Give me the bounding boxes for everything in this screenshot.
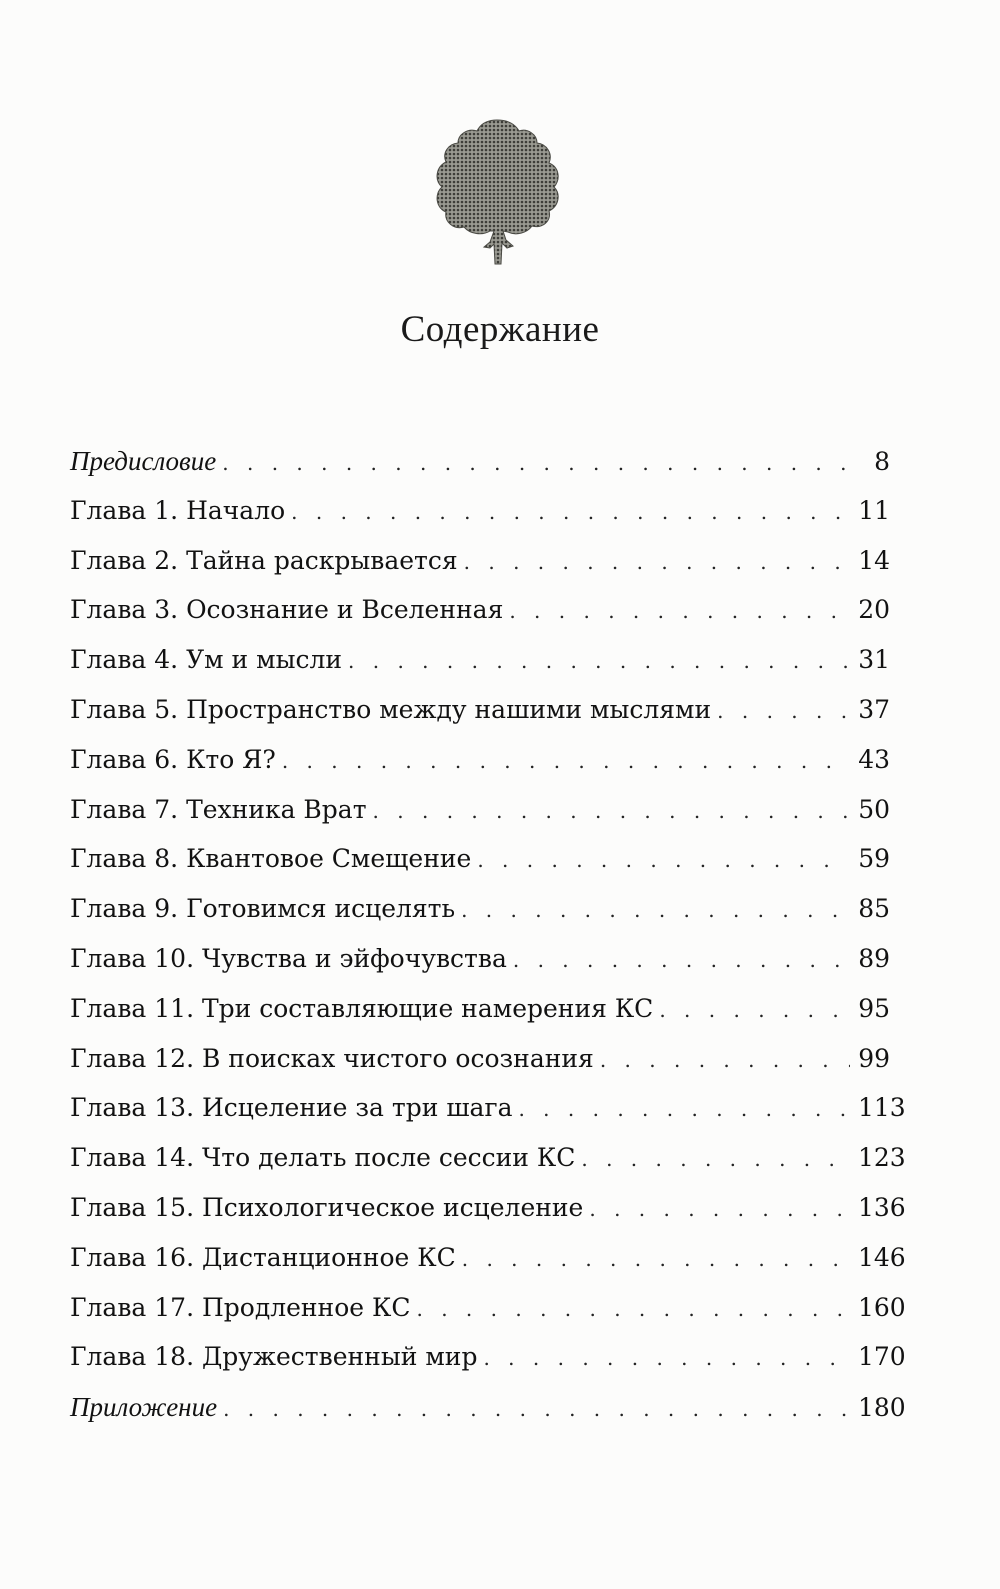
toc-dot-leader bbox=[581, 1147, 850, 1171]
toc-dot-leader bbox=[223, 1397, 850, 1421]
toc-row bbox=[70, 1242, 906, 1293]
toc-entry-title: Приложение bbox=[70, 1392, 218, 1423]
toc-dot-leader bbox=[509, 599, 850, 623]
toc-entry-title: Глава 2. Тайна раскрывается bbox=[70, 545, 458, 575]
toc-entry-title: Глава 11. Три составляющие намерения КС bbox=[70, 993, 654, 1023]
toc-entry-title: Предисловие bbox=[70, 446, 217, 476]
toc-page-number: 37 bbox=[858, 694, 890, 724]
toc-page-number: 95 bbox=[858, 993, 890, 1023]
toc-page-number: 31 bbox=[858, 645, 890, 675]
toc-dot-leader bbox=[513, 948, 850, 972]
toc-dot-leader bbox=[600, 1048, 850, 1072]
toc-page-number: 146 bbox=[858, 1242, 906, 1272]
toc-page-number: 136 bbox=[858, 1192, 906, 1222]
toc-page-number: 180 bbox=[858, 1393, 906, 1423]
toc-row bbox=[70, 1342, 906, 1392]
toc-row bbox=[70, 1044, 890, 1094]
toc-row bbox=[70, 894, 890, 944]
toc-dot-leader bbox=[518, 1097, 850, 1121]
toc-entry-title: Глава 12. В поисках чистого осознания bbox=[70, 1043, 594, 1073]
toc-row bbox=[70, 595, 890, 645]
toc-entry-title: Глава 4. Ум и мысли bbox=[70, 645, 343, 675]
toc-dot-leader bbox=[282, 749, 850, 773]
toc-page-number: 8 bbox=[874, 447, 890, 476]
toc-page-number: 20 bbox=[858, 595, 890, 625]
toc-row bbox=[70, 645, 890, 695]
toc-page-number: 11 bbox=[858, 495, 890, 525]
toc-entry-title: Глава 3. Осознание и Вселенная bbox=[70, 595, 504, 625]
toc-dot-leader bbox=[461, 898, 850, 922]
toc-dot-leader bbox=[222, 451, 850, 475]
page-title: Содержание bbox=[400, 309, 600, 350]
toc-row bbox=[70, 496, 890, 546]
toc-entry-title: Глава 6. Кто Я? bbox=[70, 744, 276, 774]
toc-dot-leader bbox=[717, 699, 850, 723]
toc-entry-title: Глава 15. Психологическое исцеление bbox=[70, 1192, 584, 1222]
toc-entry-title: Глава 17. Продленное КС bbox=[70, 1292, 411, 1322]
toc-entry-title: Глава 7. Техника Врат bbox=[70, 794, 367, 824]
toc-dot-leader bbox=[659, 998, 850, 1022]
toc-row bbox=[70, 944, 890, 994]
toc-entry-title: Глава 5. Пространство между нашими мыслями bbox=[70, 694, 712, 724]
toc-dot-leader bbox=[483, 1346, 850, 1370]
toc-dot-leader bbox=[291, 500, 850, 524]
toc-row bbox=[70, 1093, 906, 1143]
toc-page-number: 113 bbox=[858, 1093, 906, 1123]
toc-dot-leader bbox=[462, 1247, 850, 1271]
toc-row bbox=[70, 745, 890, 795]
toc-page-number: 89 bbox=[858, 943, 890, 973]
toc-row bbox=[70, 446, 890, 496]
toc-page-number: 123 bbox=[858, 1143, 906, 1173]
toc-entry-title: Глава 9. Готовимся исцелять bbox=[70, 894, 456, 924]
toc-dot-leader bbox=[373, 799, 850, 823]
toc-entry-title: Глава 13. Исцеление за три шага bbox=[70, 1093, 513, 1123]
toc-entry-title: Глава 14. Что делать после сессии КС bbox=[70, 1143, 576, 1173]
toc-dot-leader bbox=[348, 649, 850, 673]
toc-dot-leader bbox=[477, 848, 850, 872]
toc-page-number: 59 bbox=[858, 844, 890, 874]
toc-row bbox=[70, 1292, 906, 1343]
toc-entry-title: Глава 18. Дружественный мир bbox=[70, 1342, 478, 1372]
toc-row bbox=[70, 1192, 906, 1243]
toc-entry-title: Глава 8. Квантовое Смещение bbox=[70, 844, 472, 874]
toc-page-number: 43 bbox=[858, 744, 890, 774]
toc-entry-title: Глава 10. Чувства и эйфочувства bbox=[70, 943, 507, 973]
toc-row bbox=[70, 994, 890, 1044]
toc-page-number: 14 bbox=[858, 545, 890, 575]
toc-row bbox=[70, 795, 890, 845]
toc-row bbox=[70, 1392, 906, 1442]
toc-dot-leader bbox=[589, 1197, 850, 1221]
toc-page-number: 160 bbox=[858, 1292, 906, 1322]
toc-row bbox=[70, 844, 890, 894]
toc-page-number: 170 bbox=[858, 1342, 906, 1372]
toc-row bbox=[70, 546, 890, 596]
toc-page-number: 50 bbox=[858, 794, 890, 824]
tree-icon bbox=[428, 116, 566, 268]
toc-entry-title: Глава 1. Начало bbox=[70, 495, 286, 525]
toc-page-number: 99 bbox=[858, 1043, 890, 1073]
table-of-contents bbox=[70, 446, 906, 1442]
toc-row bbox=[70, 695, 890, 745]
toc-row bbox=[70, 1143, 906, 1193]
toc-dot-leader bbox=[417, 1297, 851, 1321]
toc-dot-leader bbox=[464, 550, 850, 574]
toc-entry-title: Глава 16. Дистанционное КС bbox=[70, 1242, 456, 1272]
toc-page-number: 85 bbox=[858, 894, 890, 924]
